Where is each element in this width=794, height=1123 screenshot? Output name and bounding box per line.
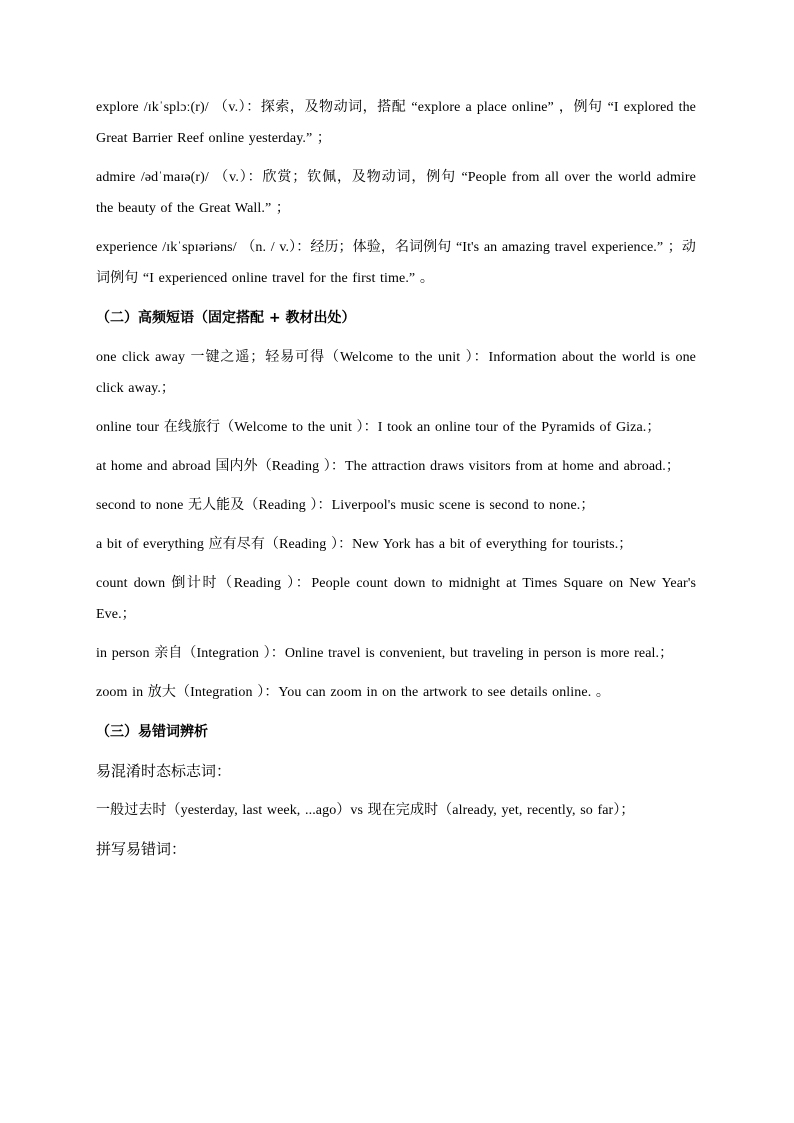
- phrase-entry: count down 倒计时（Reading ）：People count down to midnight at Times Square on New Year's Eve.；: [96, 576, 696, 622]
- phrase-entry: a bit of everything 应有尽有（Reading ）：New York has a bit of everything for tourists.；: [96, 537, 633, 552]
- subheading-tense-markers: 易混淆时态标志词：: [96, 762, 232, 780]
- phrase-entry: in person 亲自（Integration ）：Online travel is convenient, but traveling in person is more real.；: [96, 646, 674, 661]
- vocab-entry-admire: admire /ədˈmaɪə(r)/ （v.）：欣赏；钦佩，及物动词，例句 “People from all over the world admire the beauty of the Great Wall.” ；: [96, 170, 696, 216]
- section-heading-phrases: （二）高频短语（固定搭配 + 教材出处）: [96, 310, 356, 326]
- phrase-entry: one click away 一键之遥；轻易可得（Welcome to the unit ）：Information about the world is one click away.；: [96, 350, 696, 396]
- phrase-entry: at home and abroad 国内外（Reading ）：The attraction draws visitors from at home and abroad.；: [96, 459, 680, 474]
- document-body: [96, 92, 696, 873]
- vocab-entry-explore: explore /ɪkˈsplɔː(r)/ （v.）：探索，及物动词，搭配 “explore a place online” ，例句 “I explored the Great Barrier Reef online yesterday.” ；: [96, 100, 696, 146]
- phrase-entry: second to none 无人能及（Reading ）：Liverpool's music scene is second to none.；: [96, 498, 595, 513]
- vocab-entry-experience: experience /ɪkˈspɪəriəns/ （n. / v.）：经历；体验，名词例句 “It's an amazing travel experience.” ；动词例句 “I experienced online travel for the first time.” 。: [96, 240, 696, 286]
- phrase-entry: zoom in 放大（Integration ）：You can zoom in on the artwork to see details online. 。: [96, 685, 610, 700]
- phrase-entry: online tour 在线旅行（Welcome to the unit ）：I took an online tour of the Pyramids of Giza.；: [96, 420, 661, 435]
- section-heading-confusables: （三）易错词辨析: [96, 724, 208, 740]
- tense-comparison-line: 一般过去时（yesterday, last week, ...ago）vs 现在完成时（already, yet, recently, so far）；: [96, 803, 635, 818]
- subheading-spelling: 拼写易错词：: [96, 840, 187, 858]
